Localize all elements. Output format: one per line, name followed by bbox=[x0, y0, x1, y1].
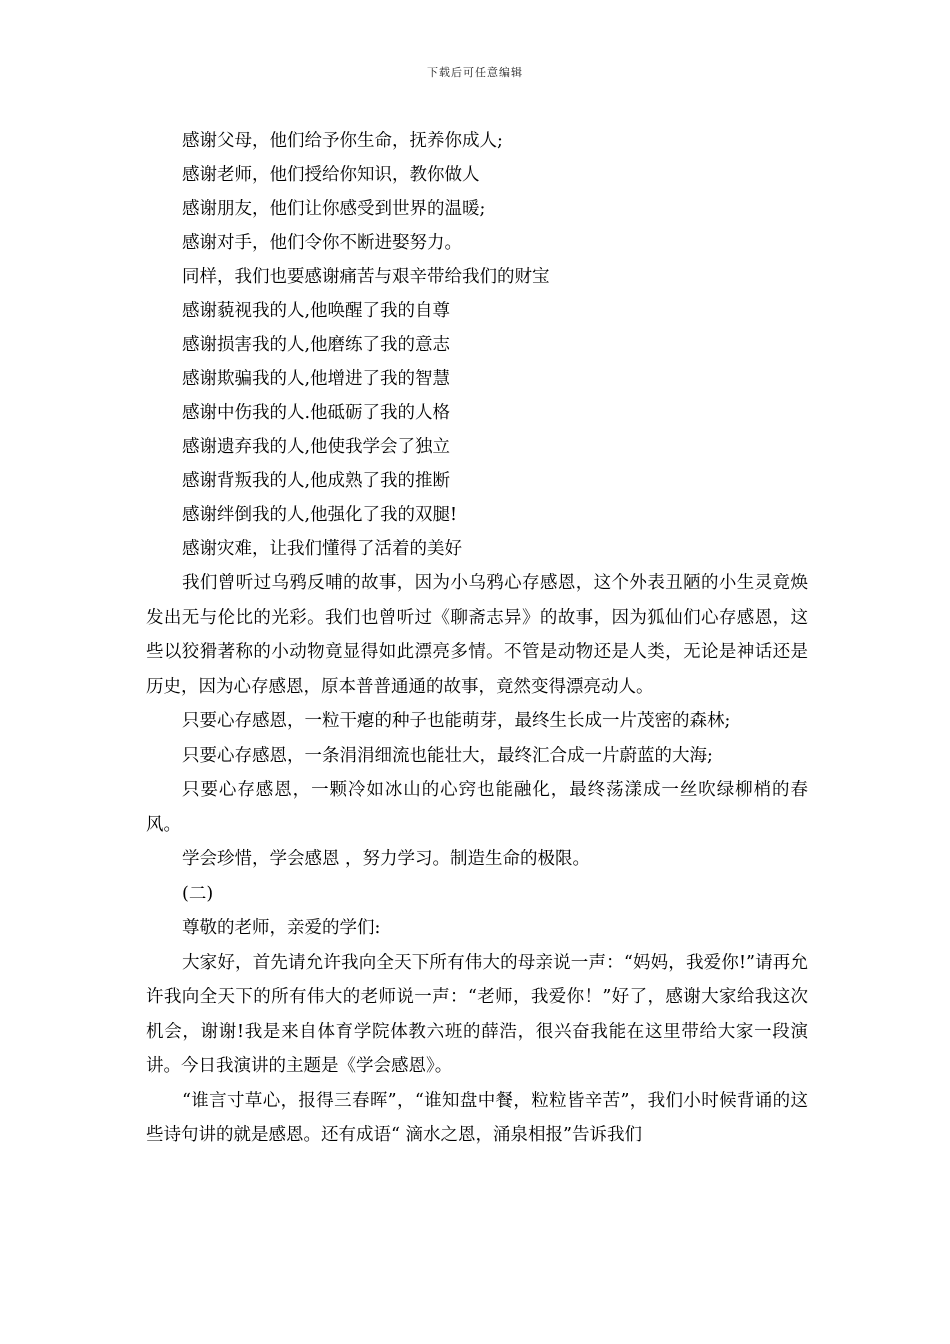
text-line: 感谢绊倒我的人,他强化了我的双腿! bbox=[182, 505, 458, 525]
paragraph-speech-intro: 大家好，首先请允许我向全天下所有伟大的母亲说一声：“妈妈，我爱你!”请再允许我向全天下的所有伟大的老师说一声：“老师，我爱你！”好了，感谢大家给我这次机会，谢谢!我是来自体育学院体教六班的薛浩，很兴奋我能在这里带给大家一段演讲。今日我演讲的主题是《学会感恩》。 bbox=[146, 952, 808, 1076]
paragraph-crow-story: 我们曾听过乌鸦反哺的故事，因为小乌鸦心存感恩，这个外表丑陋的小生灵竟焕发出无与伦比的光彩。我们也曾听过《聊斋志异》的故事，因为狐仙们心存感恩，这些以狡猾著称的小动物竟显得如此漂亮多情。不管是动物还是人类，无论是神话还是历史，因为心存感恩，原本普普通通的故事，竟然变得漂亮动人。 bbox=[146, 573, 808, 697]
text-line: 感谢父母，他们给予你生命，抚养你成人; bbox=[182, 131, 503, 151]
text-line: 感谢对手，他们令你不断进娶努力。 bbox=[182, 233, 462, 253]
text-line: 感谢欺骗我的人,他增进了我的智慧 bbox=[182, 369, 451, 389]
document-body bbox=[146, 124, 808, 1153]
page-header: 下载后可任意编辑 bbox=[427, 66, 523, 79]
text-line: 感谢损害我的人,他磨练了我的意志 bbox=[182, 335, 451, 355]
text-line: 感谢遗弃我的人,他使我学会了独立 bbox=[182, 437, 451, 457]
text-line: 感谢中伤我的人.他砥砺了我的人格 bbox=[182, 403, 451, 423]
section-heading: (二) bbox=[182, 883, 214, 904]
paragraph-poems: “谁言寸草心，报得三春晖”，“谁知盘中餐，粒粒皆辛苦”，我们小时候背诵的这些诗句讲的就是感恩。还有成语“ 滴水之恩，涌泉相报”告诉我们 bbox=[146, 1090, 808, 1145]
paragraph-iceberg: 只要心存感恩，一颗冷如冰山的心窍也能融化，最终荡漾成一丝吹绿柳梢的春风。 bbox=[146, 780, 808, 835]
paragraph-stream: 只要心存感恩，一条涓涓细流也能壮大，最终汇合成一片蔚蓝的大海; bbox=[182, 745, 713, 766]
paragraph-seed: 只要心存感恩，一粒干瘪的种子也能萌芽，最终生长成一片茂密的森林; bbox=[182, 711, 731, 731]
greeting: 尊敬的老师，亲爱的学们: bbox=[182, 918, 381, 938]
paragraph-cherish: 学会珍惜，学会感恩 ，努力学习。制造生命的极限。 bbox=[182, 849, 591, 869]
text-line: 感谢背叛我的人,他成熟了我的推断 bbox=[182, 471, 451, 491]
text-line: 感谢藐视我的人,他唤醒了我的自尊 bbox=[182, 301, 451, 321]
text-line: 同样，我们也要感谢痛苦与艰辛带给我们的财宝 bbox=[182, 267, 550, 287]
text-line: 感谢朋友，他们让你感受到世界的温暖; bbox=[182, 199, 486, 219]
text-line: 感谢老师，他们授给你知识，教你做人 bbox=[182, 165, 480, 185]
text-line: 感谢灾难，让我们懂得了活着的美好 bbox=[182, 539, 462, 559]
